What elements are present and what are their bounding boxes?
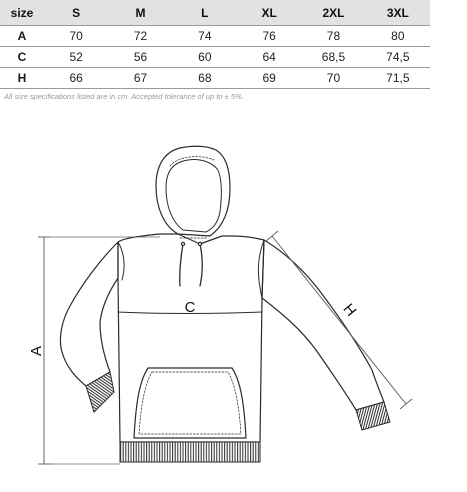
table-cell: 80 — [366, 26, 430, 47]
table-cell: 64 — [237, 47, 301, 68]
waistband — [120, 442, 260, 462]
row-label: H — [0, 68, 44, 89]
right-sleeve — [262, 240, 384, 410]
table-cell: 70 — [44, 26, 108, 47]
table-cell: 66 — [44, 68, 108, 89]
size-header-xl: XL — [237, 0, 301, 26]
table-cell: 71,5 — [366, 68, 430, 89]
size-header-2xl: 2XL — [301, 0, 365, 26]
table-cell: 67 — [108, 68, 172, 89]
left-cuff — [86, 372, 114, 412]
table-cell: 74 — [173, 26, 237, 47]
label-c: C — [184, 299, 196, 316]
drawstring-left — [180, 244, 183, 286]
size-header-l: L — [173, 0, 237, 26]
table-cell: 78 — [301, 26, 365, 47]
size-header-s: S — [44, 0, 108, 26]
table-cell: 60 — [173, 47, 237, 68]
size-header-3xl: 3XL — [366, 0, 430, 26]
label-a: A — [28, 345, 45, 357]
table-cell: 74,5 — [366, 47, 430, 68]
table-cell: 56 — [108, 47, 172, 68]
table-cell: 68,5 — [301, 47, 365, 68]
table-cell: 69 — [237, 68, 301, 89]
table-cell: 52 — [44, 47, 108, 68]
table-cell: 76 — [237, 26, 301, 47]
row-label: C — [0, 47, 44, 68]
left-sleeve — [60, 242, 118, 386]
size-header-m: M — [108, 0, 172, 26]
table-cell: 72 — [108, 26, 172, 47]
right-cuff — [356, 402, 390, 430]
row-label: A — [0, 26, 44, 47]
kangaroo-pocket — [134, 368, 246, 438]
hoodie-body — [118, 234, 264, 442]
label-h: H — [339, 300, 360, 320]
size-header-label: size — [0, 0, 44, 26]
table-cell: 68 — [173, 68, 237, 89]
size-note: All size specifications listed are in cm. Accepted tolerance of up to ± 5%. — [4, 92, 244, 101]
measure-h-line — [272, 236, 406, 404]
table-cell: 70 — [301, 68, 365, 89]
drawstring-right — [200, 244, 202, 286]
hood-opening — [166, 159, 221, 232]
